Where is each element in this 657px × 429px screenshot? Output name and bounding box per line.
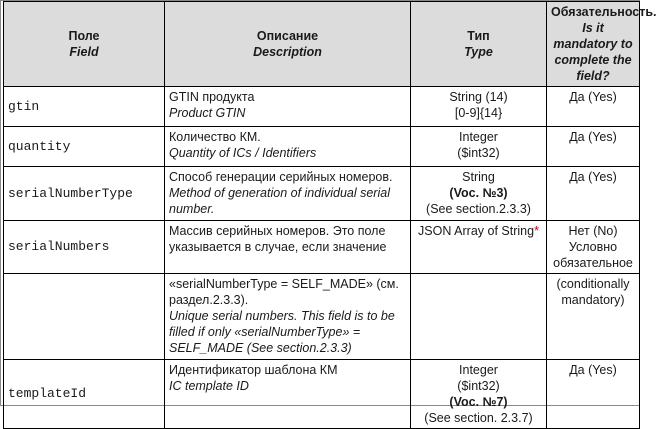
mandatory-cell: Да (Yes) [547, 127, 640, 167]
table-row-gtin [4, 87, 640, 127]
description-ru: Способ генерации серийных номеров. [169, 170, 393, 184]
type-line: JSON Array of String [418, 224, 535, 238]
description-cell [165, 274, 411, 360]
table-row-serialnumbertype [4, 167, 640, 221]
type-line: ($int32) [457, 379, 500, 393]
field-name: quantity [4, 127, 165, 167]
required-asterisk: * [534, 224, 539, 238]
mandatory-line: Условно обязательное [553, 240, 633, 270]
type-line: Integer [459, 363, 498, 377]
header-mandatory-ru: Обязательность. [551, 5, 657, 19]
header-type-ru: Тип [467, 29, 490, 43]
description-ru: GTIN продукта [169, 90, 255, 104]
description-ru: Идентификатор шаблона КМ [169, 363, 338, 377]
description-en: IC template ID [169, 379, 249, 393]
mandatory-cell [547, 221, 640, 274]
field-name: gtin [4, 87, 165, 127]
header-description-en: Description [253, 45, 322, 59]
field-name: serialNumberType [4, 167, 165, 221]
type-line: ($int32) [457, 146, 500, 160]
type-line: [0-9]{14} [454, 106, 503, 120]
description-ru: Количество КМ. [169, 130, 261, 144]
empty-cell [4, 274, 165, 360]
header-field [4, 2, 165, 87]
description-en: Quantity of ICs / Identifiers [169, 146, 317, 160]
header-description [165, 2, 411, 87]
description-en: Product GTIN [169, 106, 246, 120]
mandatory-cell: (conditionally mandatory) [547, 274, 640, 360]
type-line: String (14) [449, 90, 508, 104]
description-cell [165, 167, 411, 221]
field-name: serialNumbers [4, 221, 165, 274]
header-mandatory-en: Is it mandatory to complete the field? [553, 21, 633, 83]
description-en: Method of generation of individual serial number. [169, 186, 390, 216]
table-header-row [4, 2, 640, 87]
description-cell [165, 87, 411, 127]
mandatory-line: Нет (No) [568, 224, 618, 238]
table-row-serialnumbers-continued [4, 274, 640, 360]
api-fields-table [3, 1, 657, 429]
type-line: Integer [459, 130, 498, 144]
table-row-templateid [4, 360, 640, 429]
type-line: (See section. 2.3.7) [424, 411, 533, 425]
type-line: String [462, 170, 495, 184]
description-en: Unique serial numbers. This field is to be filled if only «serialNumberType» = SELF_MADE (See section.2.3.3) [169, 309, 395, 355]
header-type [411, 2, 547, 87]
table-row-serialnumbers [4, 221, 640, 274]
empty-cell [411, 274, 547, 360]
type-cell [411, 127, 547, 167]
type-cell [411, 167, 547, 221]
description-cell [165, 221, 411, 274]
table-row-quantity [4, 127, 640, 167]
header-description-ru: Описание [256, 29, 319, 43]
description-ru-continued: «serialNumberType = SELF_MADE» (см. раздел.2.3.3). [169, 277, 399, 307]
type-vocabulary: (Voc. №3) [449, 186, 508, 200]
header-field-en: Field [69, 45, 99, 59]
type-cell [411, 221, 547, 274]
mandatory-cell: Да (Yes) [547, 167, 640, 221]
mandatory-cell: Да (Yes) [547, 87, 640, 127]
field-name: templateId [4, 360, 165, 429]
header-mandatory [547, 2, 657, 87]
description-cell [165, 127, 411, 167]
mandatory-cell: Да (Yes) [547, 360, 640, 429]
type-line: (See section.2.3.3) [426, 202, 531, 216]
type-cell [411, 87, 547, 127]
header-field-ru: Поле [68, 29, 100, 43]
type-cell [411, 360, 547, 429]
description-ru: Массив серийных номеров. Это поле указывается в случае, если значение [169, 224, 387, 254]
type-vocabulary: (Voc. №7) [449, 395, 508, 409]
header-type-en: Type [464, 45, 493, 59]
description-cell [165, 360, 411, 429]
